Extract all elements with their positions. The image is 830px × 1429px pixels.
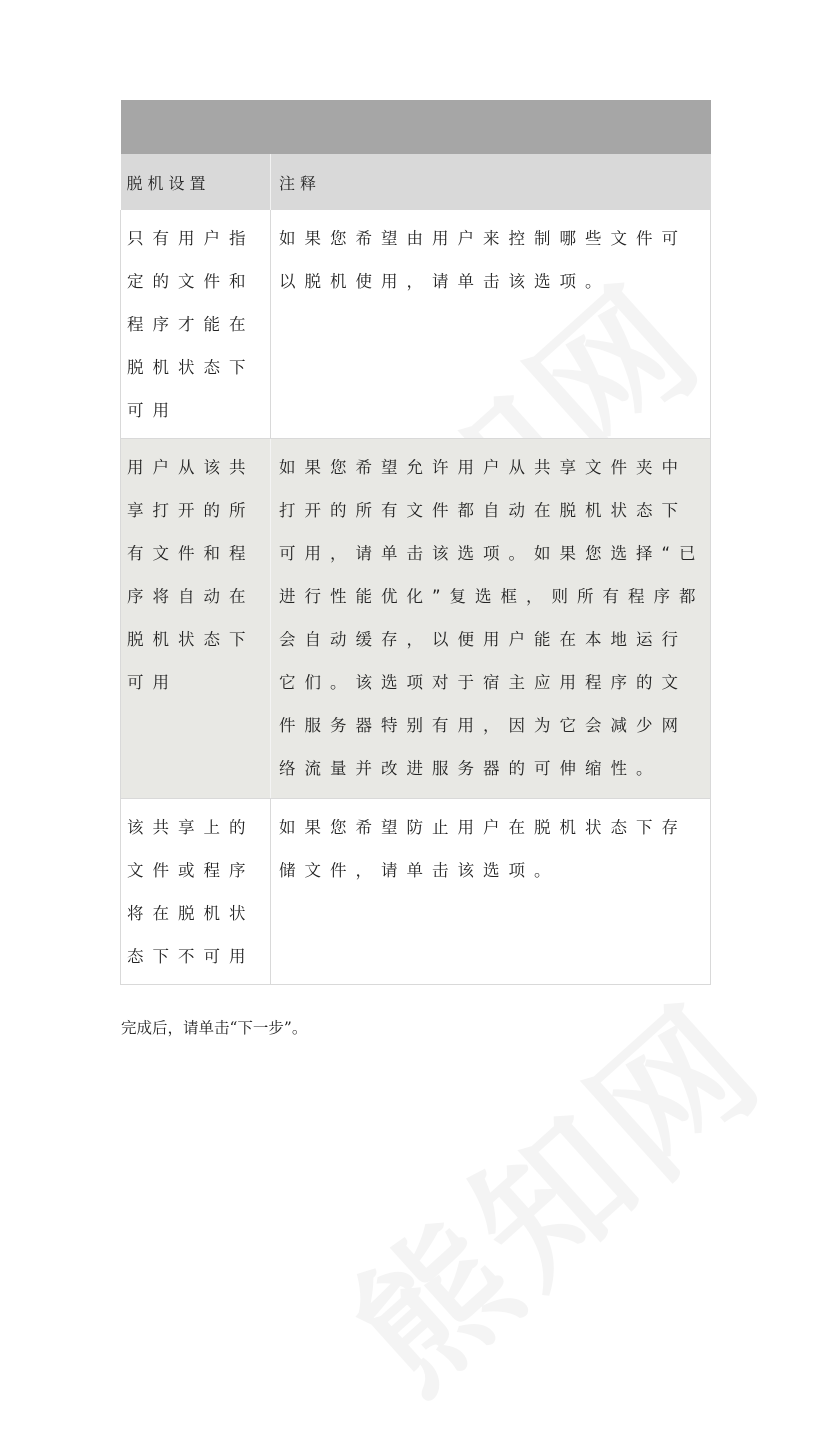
footer-instruction: 完成后，请单击“下一步”。 xyxy=(121,1019,308,1037)
setting-cell: 该共享上的文件或程序将在脱机状态下不可用 xyxy=(121,799,271,985)
setting-cell: 只有用户指定的文件和程序才能在脱机状态下可用 xyxy=(121,210,271,439)
setting-cell: 用户从该共享打开的所有文件和程序将自动在脱机状态下可用 xyxy=(121,439,271,799)
table-title-band xyxy=(121,100,711,154)
table-header-row xyxy=(121,154,711,210)
table-row xyxy=(121,799,711,985)
header-offline-setting: 脱机设置 xyxy=(121,154,271,210)
note-cell: 如果您希望防止用户在脱机状态下存储文件，请单击该选项。 xyxy=(271,799,711,985)
header-note: 注释 xyxy=(271,154,711,210)
table-row xyxy=(121,439,711,799)
table-row xyxy=(121,210,711,439)
note-cell: 如果您希望允许用户从共享文件夹中打开的所有文件都自动在脱机状态下可用，请单击该选项。如果您选择“已进行性能优化”复选框，则所有程序都会自动缓存，以便用户能在本地运行它们。该选项对于宿主应用程序的文件服务器特别有用，因为它会减少网络流量并改进服务器的可伸缩性。 xyxy=(271,439,711,799)
watermark xyxy=(299,947,800,1429)
offline-settings-table xyxy=(120,100,711,985)
note-cell: 如果您希望由用户来控制哪些文件可以脱机使用，请单击该选项。 xyxy=(271,210,711,439)
